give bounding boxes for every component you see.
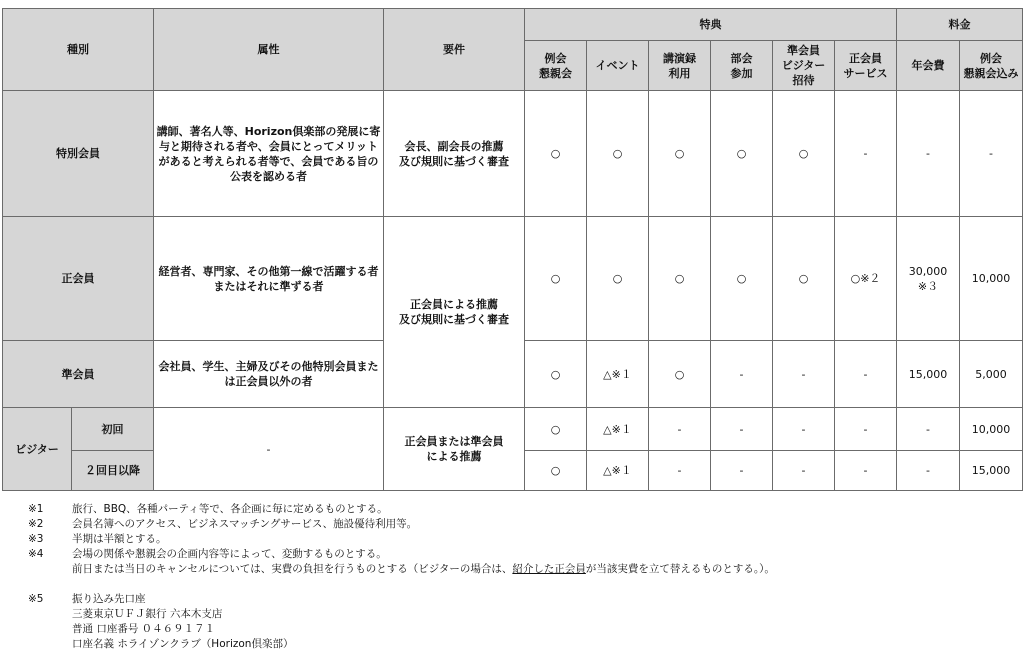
header-annual-fee: 年会費 xyxy=(897,41,960,91)
footnote-4-extra xyxy=(28,562,775,577)
table-row-visitor-first xyxy=(3,408,1023,451)
cell: ○ xyxy=(649,217,711,341)
row-name-visitor: ビジター xyxy=(3,408,72,491)
cell: ○ xyxy=(711,217,773,341)
underlined-text: 紹介した正会員 xyxy=(512,563,586,575)
cell: - xyxy=(773,341,835,408)
cell: △※１ xyxy=(587,341,649,408)
footnote-text: 旅行、BBQ、各種パーティ等で、各企画に毎に定めるものとする。 xyxy=(72,503,388,515)
cell: - xyxy=(960,91,1023,217)
header-benefits: 特典 xyxy=(525,9,897,41)
bank-line: 口座名義 ホライゾンクラブ（Horizon倶楽部） xyxy=(72,638,294,650)
cell: 10,000 xyxy=(960,408,1023,451)
header-event: イベント xyxy=(587,41,649,91)
row-desc-visitor: - xyxy=(154,408,384,491)
cell: ○ xyxy=(525,341,587,408)
cell: ○ xyxy=(649,91,711,217)
footnote-text: 会員名簿へのアクセス、ビジネスマッチングサービス、施設優待利用等。 xyxy=(72,518,418,530)
bank-info xyxy=(72,592,293,652)
footnote-4-extra-text xyxy=(72,562,775,577)
cell: ○ xyxy=(587,217,649,341)
footnote-1 xyxy=(28,502,775,517)
footnote-key: ※3 xyxy=(28,533,44,545)
bank-line: 普通 口座番号 ０４６９１７１ xyxy=(72,623,216,635)
cell: - xyxy=(835,451,897,491)
header-regular-party: 例会 懇親会 xyxy=(525,41,587,91)
cell: ○ xyxy=(525,451,587,491)
row-req-visitor: 正会員または準会員 による推薦 xyxy=(384,408,525,491)
cell: △※１ xyxy=(587,451,649,491)
footnote-text: 前日または当日のキャンセルについては、実費の負担を行うものとする（ビジターの場合は、 xyxy=(72,563,513,575)
footnote-key: ※2 xyxy=(28,518,44,530)
footnote-4 xyxy=(28,547,775,562)
table-row-regular xyxy=(3,217,1023,341)
cell: 15,000 xyxy=(960,451,1023,491)
cell: - xyxy=(773,408,835,451)
cell: △※１ xyxy=(587,408,649,451)
header-attribute: 属性 xyxy=(154,9,384,91)
footnote-2 xyxy=(28,517,775,532)
membership-table xyxy=(2,8,1023,491)
row-desc-regular: 経営者、専門家、その他第一線で活躍する者またはそれに準ずる者 xyxy=(154,217,384,341)
bank-line: 振り込み先口座 xyxy=(72,593,146,605)
row-name-special: 特別会員 xyxy=(3,91,154,217)
cell: ○※２ xyxy=(835,217,897,341)
row-sub-first: 初回 xyxy=(72,408,154,451)
cell: ○ xyxy=(649,341,711,408)
cell: - xyxy=(773,451,835,491)
footnote-text: 会場の関係や懇親会の企画内容等によって、変動するものとする。 xyxy=(72,548,387,560)
cell: - xyxy=(835,91,897,217)
cell: ○ xyxy=(773,217,835,341)
cell: - xyxy=(897,408,960,451)
cell: ○ xyxy=(525,91,587,217)
footnote-text: が当該実費を立て替えるものとする。）。 xyxy=(585,563,775,575)
row-req-special: 会長、副会長の推薦 及び規則に基づく審査 xyxy=(384,91,525,217)
cell: - xyxy=(649,408,711,451)
footnote-key: ※4 xyxy=(28,548,44,560)
header-club: 部会 参加 xyxy=(711,41,773,91)
header-member-service: 正会員 サービス xyxy=(835,41,897,91)
bank-line: 三菱東京ＵＦＪ銀行 六本木支店 xyxy=(72,608,223,620)
row-desc-associate: 会社員、学生、主婦及びその他特別会員または正会員以外の者 xyxy=(154,341,384,408)
header-meeting-fee: 例会 懇親会込み xyxy=(960,41,1023,91)
row-name-associate: 準会員 xyxy=(3,341,154,408)
cell: ○ xyxy=(525,217,587,341)
table-row-special xyxy=(3,91,1023,217)
cell: ○ xyxy=(525,408,587,451)
cell: - xyxy=(711,451,773,491)
row-name-regular: 正会員 xyxy=(3,217,154,341)
cell: - xyxy=(835,341,897,408)
footnotes xyxy=(28,502,775,652)
header-visitor-invite: 準会員 ビジター 招待 xyxy=(773,41,835,91)
cell: - xyxy=(897,451,960,491)
cell: - xyxy=(649,451,711,491)
cell: - xyxy=(711,341,773,408)
cell: ○ xyxy=(587,91,649,217)
footnote-3 xyxy=(28,532,775,547)
cell: - xyxy=(711,408,773,451)
row-sub-repeat: ２回目以降 xyxy=(72,451,154,491)
cell: - xyxy=(835,408,897,451)
cell: 10,000 xyxy=(960,217,1023,341)
footnote-5 xyxy=(28,592,775,652)
header-fees: 料金 xyxy=(897,9,1023,41)
footnote-key: ※5 xyxy=(28,593,44,605)
header-requirement: 要件 xyxy=(384,9,525,91)
cell: ○ xyxy=(711,91,773,217)
row-req-regular-associate: 正会員による推薦 及び規則に基づく審査 xyxy=(384,217,525,408)
cell: 5,000 xyxy=(960,341,1023,408)
cell: - xyxy=(897,91,960,217)
header-lecture: 講演録 利用 xyxy=(649,41,711,91)
row-desc-special: 講師、著名人等、Horizon倶楽部の発展に寄与と期待される者や、会員にとってメリットがあると考えられる者等で、会員である旨の公表を認める者 xyxy=(154,91,384,217)
cell: ○ xyxy=(773,91,835,217)
footnote-key: ※1 xyxy=(28,503,44,515)
footnote-text: 半期は半額とする。 xyxy=(72,533,167,545)
header-category: 種別 xyxy=(3,9,154,91)
cell: 15,000 xyxy=(897,341,960,408)
cell: 30,000 ※３ xyxy=(897,217,960,341)
